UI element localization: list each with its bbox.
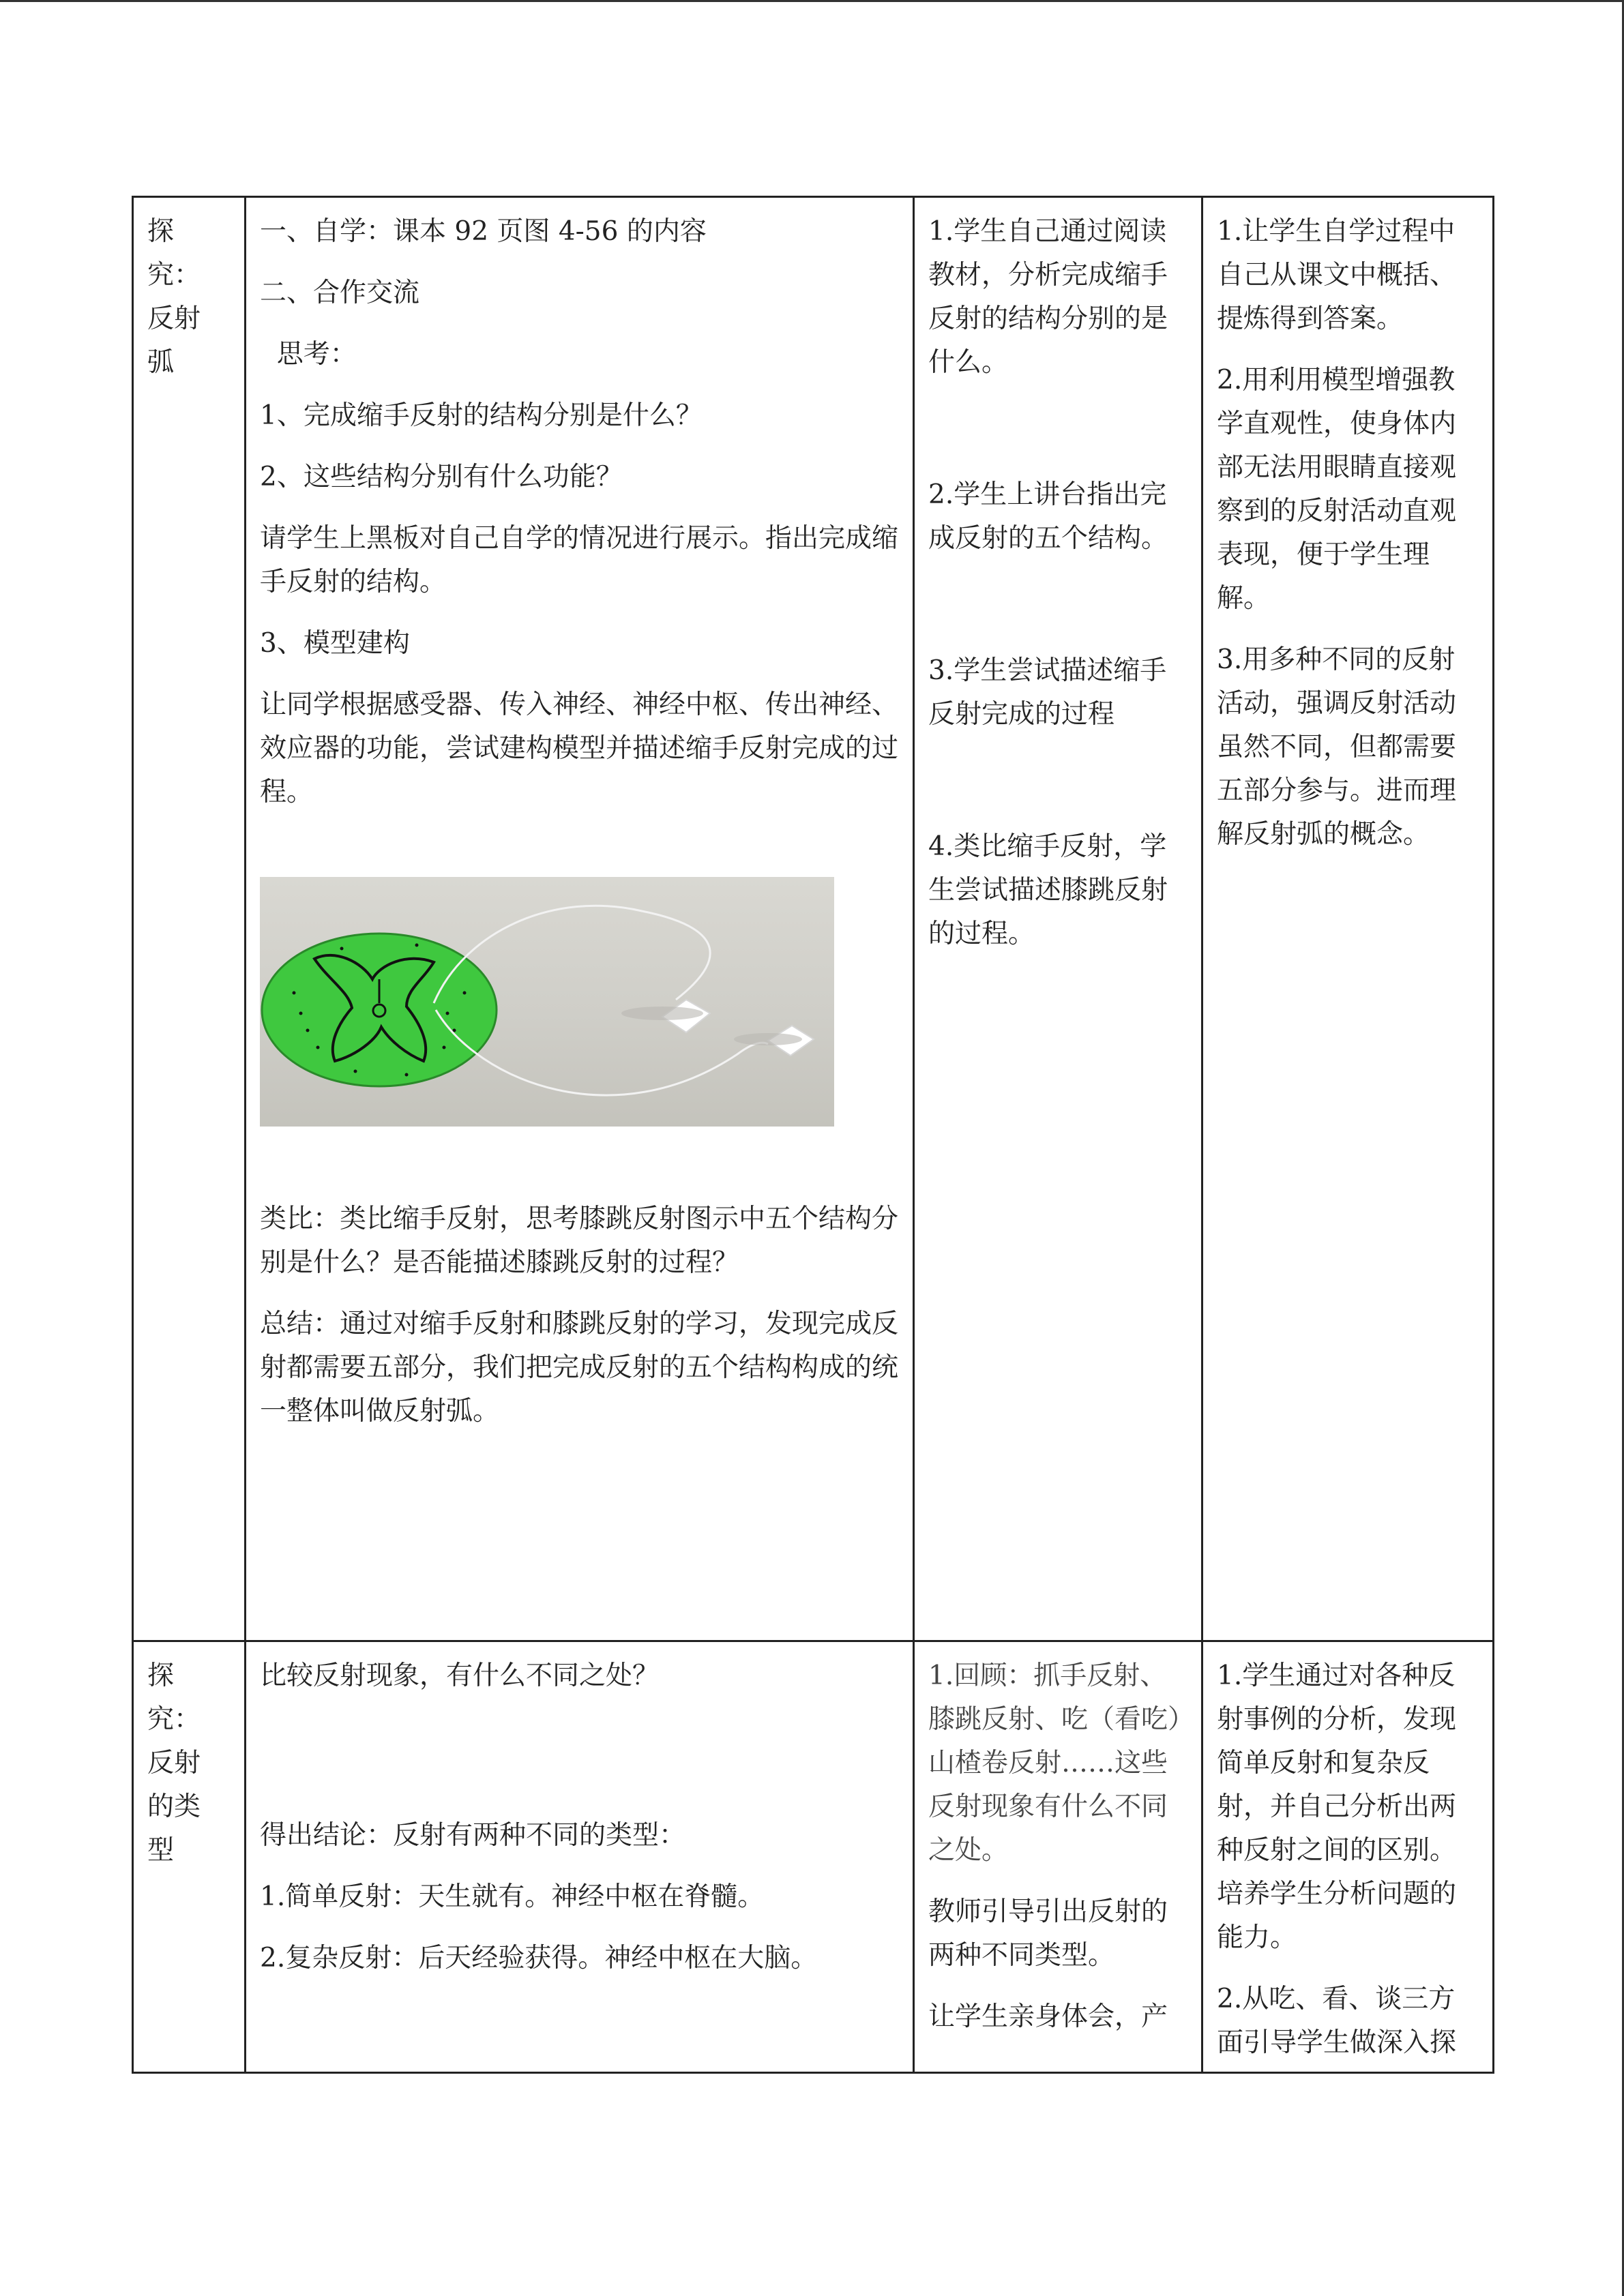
design-intent-item: 1.让学生自学过程中自己从课文中概括、提炼得到答案。 — [1217, 216, 1457, 334]
teaching-content-cell — [246, 197, 914, 1641]
content-paragraph: 2.复杂反射：后天经验获得。神经中枢在大脑。 — [260, 1943, 818, 1973]
student-activity-item: 1.学生自己通过阅读教材，分析完成缩手反射的结构分别的是什么。 — [928, 216, 1168, 378]
spinal-cord-model-illustration — [260, 877, 834, 1127]
section-label-cell — [133, 197, 246, 1641]
content-paragraph: 1.简单反射：天生就有。神经中枢在脊髓。 — [260, 1881, 765, 1912]
page-top-border — [0, 0, 1624, 2]
design-intent-cell — [1202, 1641, 1494, 2073]
content-paragraph: 二、合作交流 — [260, 278, 420, 308]
lesson-plan-table — [132, 196, 1494, 2074]
table-row-reflex-arc — [133, 197, 1494, 1641]
cube-shadow — [734, 1033, 802, 1045]
content-paragraph: 请学生上黑板对自己自学的情况进行展示。指出完成缩手反射的结构。 — [260, 523, 899, 597]
teaching-content-cell — [246, 1641, 914, 2073]
section-label-cell — [133, 1641, 246, 2073]
student-activity-item: 3.学生尝试描述缩手反射完成的过程 — [928, 655, 1167, 730]
content-paragraph: 一、自学：课本 92 页图 4-56 的内容 — [260, 216, 707, 247]
section-label: 探 究： 反射 弧 — [147, 216, 201, 378]
content-paragraph: 比较反射现象，有什么不同之处？ — [260, 1660, 660, 1691]
student-activity-item: 4.类比缩手反射，学生尝试描述膝跳反射的过程。 — [928, 831, 1168, 949]
design-intent-cell — [1202, 197, 1494, 1641]
student-activity-item: 教师引导引出反射的两种不同类型。 — [928, 1896, 1168, 1971]
design-intent-item: 3.用多种不同的反射活动，强调反射活动虽然不同，但都需要五部分参与。进而理解反射弧的概念。 — [1217, 644, 1457, 850]
table-row-reflex-types — [133, 1641, 1494, 2073]
student-activity-item: 2.学生上讲台指出完成反射的五个结构。 — [928, 479, 1168, 554]
cube-shadow — [621, 1007, 703, 1020]
content-paragraph: 1、完成缩手反射的结构分别是什么？ — [260, 400, 703, 431]
spinal-cord-model-photo — [260, 877, 834, 1127]
design-intent-item: 2.用利用模型增强教学直观性，使身体内部无法用眼睛直接观察到的反射活动直观表现，便于学生理解。 — [1217, 365, 1457, 614]
content-paragraph: 类比：类比缩手反射，思考膝跳反射图示中五个结构分别是什么？是否能描述膝跳反射的过程？ — [260, 1204, 899, 1278]
content-paragraph: 2、这些结构分别有什么功能？ — [260, 462, 623, 492]
student-activity-item: 让学生亲身体会，产 — [928, 2001, 1168, 2032]
content-paragraph: 让同学根据感受器、传入神经、神经中枢、传出神经、效应器的功能，尝试建构模型并描述缩手反射完成的过程。 — [260, 689, 899, 807]
design-intent-item: 1.学生通过对各种反射事例的分析，发现简单反射和复杂反射，并自己分析出两种反射之间的区别。培养学生分析问题的能力。 — [1217, 1660, 1457, 1953]
content-paragraph: 总结：通过对缩手反射和膝跳反射的学习，发现完成反射都需要五部分，我们把完成反射的五个结构构成的统一整体叫做反射弧。 — [260, 1309, 899, 1427]
student-activity-item: 1.回顾：抓手反射、膝跳反射、吃（看吃）山楂卷反射……这些反射现象有什么不同之处。 — [928, 1660, 1181, 1866]
student-activity-cell — [914, 1641, 1202, 2073]
design-intent-item: 2.从吃、看、谈三方面引导学生做深入探 — [1217, 1984, 1457, 2058]
section-label: 探 究： 反射 的类 型 — [147, 1660, 201, 1866]
content-paragraph: 3、模型建构 — [260, 628, 410, 659]
spinal-cord-cutout — [262, 934, 497, 1086]
content-paragraph: 得出结论：反射有两种不同的类型： — [260, 1820, 686, 1851]
student-activity-cell — [914, 197, 1202, 1641]
content-paragraph: 思考： — [260, 339, 357, 370]
